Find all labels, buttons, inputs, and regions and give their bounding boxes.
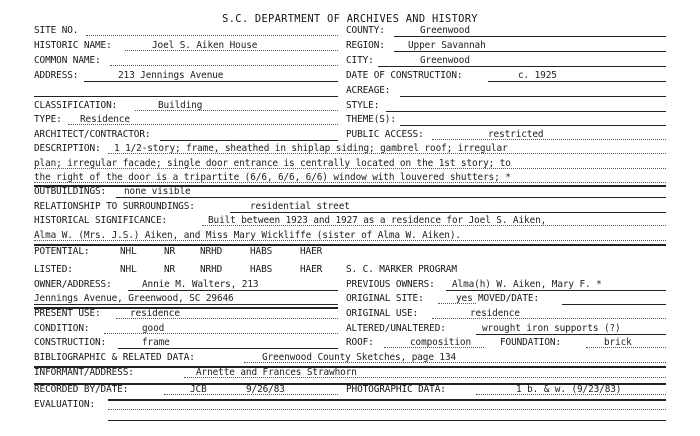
classification-label: CLASSIFICATION: xyxy=(34,100,118,111)
construction-value: frame xyxy=(142,337,170,348)
listed-label: LISTED: xyxy=(34,264,73,275)
owner-address-line-2: Jennings Avenue, Greenwood, SC 29646 xyxy=(34,293,234,304)
row-description-3 xyxy=(0,173,700,185)
date-construction-label: DATE OF CONSTRUCTION: xyxy=(346,70,463,81)
original-use-field[interactable] xyxy=(432,318,666,319)
present-use-label: PRESENT USE: xyxy=(34,308,101,319)
historical-significance-line-1: Built between 1923 and 1927 as a residence for Joel S. Aiken, xyxy=(208,215,547,226)
owner-address-line-1: Annie M. Walters, 213 xyxy=(142,279,259,290)
address-value: 213 Jennings Avenue xyxy=(118,70,224,81)
acreage-field[interactable] xyxy=(400,96,666,97)
informant-rule-top xyxy=(34,366,666,368)
construction-label: CONSTRUCTION: xyxy=(34,337,107,348)
previous-owners-label: PREVIOUS OWNERS: xyxy=(346,279,435,290)
theme-field[interactable] xyxy=(400,125,666,126)
altered-field[interactable] xyxy=(476,334,666,335)
architect-field[interactable] xyxy=(160,140,338,141)
row-listed xyxy=(0,265,700,277)
potential-nrhd[interactable]: NRHD xyxy=(200,246,223,257)
date-construction-field[interactable] xyxy=(488,81,666,82)
row-historical-1 xyxy=(0,216,700,228)
photographic-value: 1 b. & w. (9/23/83) xyxy=(516,384,622,395)
relationship-value: residential street xyxy=(250,201,350,212)
type-value: Residence xyxy=(80,114,130,125)
site-no-field[interactable] xyxy=(86,35,338,36)
condition-field[interactable] xyxy=(104,333,338,334)
region-field[interactable] xyxy=(394,51,666,52)
row-historic-region xyxy=(0,41,700,53)
row-owner2-site xyxy=(0,294,700,306)
marker-program-label: S. C. MARKER PROGRAM xyxy=(346,264,457,275)
historical-significance-field-2[interactable] xyxy=(34,240,666,241)
evaluation-rule-top xyxy=(108,399,666,401)
county-label: COUNTY: xyxy=(346,25,385,36)
date-construction-value: c. 1925 xyxy=(518,70,557,81)
type-field[interactable] xyxy=(68,124,338,125)
address-field-line2[interactable] xyxy=(34,96,338,97)
outbuildings-rule-top xyxy=(34,185,666,187)
bibliographic-value: Greenwood County Sketches, page 134 xyxy=(262,352,457,363)
row-acreage xyxy=(0,86,700,98)
outbuildings-label: OUTBUILDINGS: xyxy=(34,186,107,197)
style-field[interactable] xyxy=(386,111,666,112)
potential-nr[interactable]: NR xyxy=(164,246,176,257)
listed-nhl[interactable]: NHL xyxy=(120,264,137,275)
row-evaluation xyxy=(0,400,700,412)
photographic-label: PHOTOGRAPHIC DATA: xyxy=(346,384,446,395)
bibliographic-field[interactable] xyxy=(244,362,666,363)
evaluation-label: EVALUATION: xyxy=(34,399,95,410)
row-potential xyxy=(0,245,700,257)
row-historical-2 xyxy=(0,231,700,243)
type-label: TYPE: xyxy=(34,114,62,125)
address-field[interactable] xyxy=(84,81,338,82)
construction-field[interactable] xyxy=(118,348,338,349)
outbuildings-value: none visible xyxy=(124,186,191,197)
row-architect-access xyxy=(0,130,700,142)
roof-label: ROOF: xyxy=(346,337,374,348)
recorded-by-label: RECORDED BY/DATE: xyxy=(34,384,129,395)
classification-value: Building xyxy=(158,100,203,111)
foundation-label: FOUNDATION: xyxy=(500,337,561,348)
row-common-city xyxy=(0,56,700,68)
informant-label: INFORMANT/ADDRESS: xyxy=(34,367,134,378)
acreage-label: ACREAGE: xyxy=(346,85,391,96)
form-title: S.C. DEPARTMENT OF ARCHIVES AND HISTORY xyxy=(222,13,478,25)
listed-nr[interactable]: NR xyxy=(164,264,176,275)
original-use-value: residence xyxy=(470,308,520,319)
description-field-2[interactable] xyxy=(34,168,666,169)
recorded-by-value: JCB xyxy=(190,384,207,395)
recorded-date-value: 9/26/83 xyxy=(246,384,285,395)
altered-value: wrought iron supports (?) xyxy=(482,323,621,334)
historic-name-field[interactable] xyxy=(125,50,338,51)
public-access-field[interactable] xyxy=(432,139,666,140)
row-informant xyxy=(0,368,700,380)
potential-label: POTENTIAL: xyxy=(34,246,90,257)
present-use-rule-top xyxy=(34,307,338,309)
row-classification-style xyxy=(0,101,700,113)
row-outbuildings xyxy=(0,187,700,199)
original-use-label: ORIGINAL USE: xyxy=(346,308,419,319)
historical-significance-line-2: Alma W. (Mrs. J.S.) Aiken, and Miss Mary Wickliffe (sister of Alma W. Aiken). xyxy=(34,230,461,241)
altered-label: ALTERED/UNALTERED: xyxy=(346,323,446,334)
site-no-label: SITE NO. xyxy=(34,25,79,36)
row-type-theme xyxy=(0,115,700,127)
listed-habs[interactable]: HABS xyxy=(250,264,273,275)
row-recorded xyxy=(0,385,700,397)
bibliographic-label: BIBLIOGRAPHIC & RELATED DATA: xyxy=(34,352,195,363)
architect-label: ARCHITECT/CONTRACTOR: xyxy=(34,129,151,140)
original-site-value: yes xyxy=(456,293,473,304)
moved-date-field[interactable] xyxy=(562,304,666,305)
evaluation-field-line-2[interactable] xyxy=(108,420,666,421)
potential-haer[interactable]: HAER xyxy=(300,246,323,257)
condition-label: CONDITION: xyxy=(34,323,90,334)
historical-significance-field-1[interactable] xyxy=(202,225,666,226)
present-use-value: residence xyxy=(130,308,180,319)
listed-nrhd[interactable]: NRHD xyxy=(200,264,223,275)
city-field[interactable] xyxy=(378,66,666,67)
classification-field[interactable] xyxy=(135,110,338,111)
outbuildings-field[interactable] xyxy=(116,197,666,198)
description-line-2: plan; irregular facade; single door entrance is centrally located on the 1st story; to xyxy=(34,158,511,169)
owner-address-field-2[interactable] xyxy=(34,304,338,305)
row-uses xyxy=(0,309,700,321)
owner-address-field-1[interactable] xyxy=(128,290,338,291)
foundation-value: brick xyxy=(604,337,632,348)
description-label: DESCRIPTION: xyxy=(34,143,101,154)
historic-name-label: HISTORIC NAME: xyxy=(34,40,112,51)
city-label: CITY: xyxy=(346,55,374,66)
public-access-value: restricted xyxy=(488,129,544,140)
relationship-label: RELATIONSHIP TO SURROUNDINGS: xyxy=(34,201,195,212)
county-value: Greenwood xyxy=(420,25,470,36)
present-use-field[interactable] xyxy=(116,318,338,319)
previous-owners-field[interactable] xyxy=(446,290,666,291)
description-line-1: 1 1/2-story; frame, sheathed in shiplap siding; gambrel roof; irregular xyxy=(114,143,508,154)
row-description-1 xyxy=(0,144,700,156)
city-value: Greenwood xyxy=(420,55,470,66)
row-condition-altered xyxy=(0,324,700,336)
original-site-field[interactable] xyxy=(438,303,476,304)
description-field-3[interactable] xyxy=(34,182,666,183)
moved-date-label: MOVED/DATE: xyxy=(478,293,539,304)
roof-value: composition xyxy=(410,337,471,348)
previous-owners-value: Alma(h) W. Aiken, Mary F. * xyxy=(452,279,602,290)
common-name-label: COMMON NAME: xyxy=(34,55,101,66)
informant-value: Arnette and Frances Strawhorn xyxy=(196,367,357,378)
description-line-3: the right of the door is a tripartite (6/6, 6/6, 6/6) window with louvered shutters; * xyxy=(34,172,511,183)
row-address-date xyxy=(0,71,700,83)
row-construction xyxy=(0,338,700,350)
evaluation-field[interactable] xyxy=(108,409,666,410)
listed-haer[interactable]: HAER xyxy=(300,264,323,275)
region-label: REGION: xyxy=(346,40,385,51)
recorded-by-field[interactable] xyxy=(164,394,338,395)
potential-nhl[interactable]: NHL xyxy=(120,246,137,257)
potential-habs[interactable]: HABS xyxy=(250,246,273,257)
roof-field[interactable] xyxy=(384,347,484,348)
photographic-field[interactable] xyxy=(476,394,666,395)
common-name-field[interactable] xyxy=(110,65,338,66)
description-field-1[interactable] xyxy=(108,153,666,154)
foundation-field[interactable] xyxy=(586,347,666,348)
relationship-field[interactable] xyxy=(230,212,666,213)
theme-label: THEME(S): xyxy=(346,114,396,125)
address-label: ADDRESS: xyxy=(34,70,79,81)
row-relationship xyxy=(0,202,700,214)
row-owner-previous xyxy=(0,280,700,292)
public-access-label: PUBLIC ACCESS: xyxy=(346,129,424,140)
informant-field[interactable] xyxy=(184,377,666,378)
region-value: Upper Savannah xyxy=(408,40,486,51)
row-site-county xyxy=(0,26,700,38)
style-label: STYLE: xyxy=(346,100,380,111)
row-description-2 xyxy=(0,159,700,171)
row-bibliographic xyxy=(0,353,700,365)
original-site-label: ORIGINAL SITE: xyxy=(346,293,424,304)
owner-address-label: OWNER/ADDRESS: xyxy=(34,279,112,290)
county-field[interactable] xyxy=(394,36,666,37)
historical-significance-label: HISTORICAL SIGNIFICANCE: xyxy=(34,215,168,226)
historic-name-value: Joel S. Aiken House xyxy=(152,40,258,51)
condition-value: good xyxy=(142,323,165,334)
